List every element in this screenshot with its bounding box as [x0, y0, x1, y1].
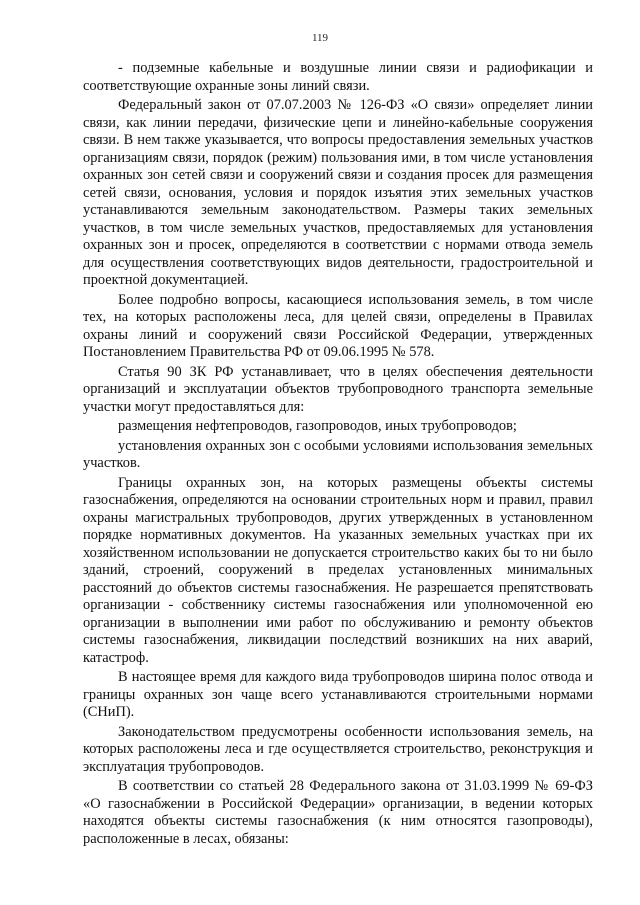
- paragraph-9: Законодательством предусмотрены особенности использования земель, на которых расположены леса и где осуществляется строительство, реконструкция и эксплуатация трубопроводов.: [83, 723, 593, 775]
- page-number: 119: [311, 32, 329, 44]
- body-text: [83, 60, 593, 850]
- paragraph-2: Федеральный закон от 07.07.2003 № 126-ФЗ «О связи» определяет линии связи, как линии передачи, физические цепи и линейно-кабельные сооружения связи. В нем также указывается, что вопросы предоставления земельных участков организациям связи, порядок (режим) пользования ими, в том числе установления охранных зон сетей связи и сооружений связи и создания просек для размещения сетей связи, основания, условия и порядок изъятия этих земельных участков устанавливаются земельным законодательством. Размеры таких земельных участков, в том числе земельных участков, предоставляемых для установления охранных зон и просек, определяются в соответствии с нормами отвода земель для осуществления соответствующих видов деятельности, градостроительной и проектной документацией.: [83, 97, 593, 288]
- paragraph-4: Статья 90 ЗК РФ устанавливает, что в целях обеспечения деятельности организаций и эксплуатации объектов трубопроводного транспорта земельные участки могут предоставляться для:: [83, 363, 593, 415]
- paragraph-6: установления охранных зон с особыми условиями использования земельных участков.: [83, 437, 593, 471]
- paragraph-8: В настоящее время для каждого вида трубопроводов ширина полос отвода и границы охранных зон чаще всего устанавливаются строительными нормами (СНиП).: [83, 669, 593, 720]
- paragraph-1: - подземные кабельные и воздушные линии связи и радиофикации и соответствующие охранные зоны линий связи.: [83, 60, 593, 94]
- paragraph-10: В соответствии со статьей 28 Федерального закона от 31.03.1999 № 69-ФЗ «О газоснабжении в Российской Федерации» организации, в ведении которых находятся объекты системы газоснабжения (к ним относятся газопроводы), расположенные в лесах, обязаны:: [83, 778, 593, 847]
- paragraph-7: Границы охранных зон, на которых размещены объекты системы газоснабжения, определяются на основании строительных норм и правил, правил охраны магистральных трубопроводов, других утвержденных в установленном порядке нормативных документов. На указанных земельных участках при их хозяйственном использовании не допускается строительство каких бы то ни было зданий, строений, сооружений в пределах установленных минимальных расстояний до объектов системы газоснабжения. Не разрешается препятствовать организации - собственнику системы газоснабжения или уполномоченной ею организации в выполнении ими работ по обслуживанию и ремонту объектов системы газоснабжения, ликвидации последствий возникших на них аварий, катастроф.: [83, 474, 593, 666]
- paragraph-3: Более подробно вопросы, касающиеся использования земель, в том числе тех, на которых расположены леса, для целей связи, определены в Правилах охраны линий и сооружений связи Российской Федерации, утвержденных Постановлением Правительства РФ от 09.06.1995 № 578.: [83, 291, 593, 360]
- paragraph-5: размещения нефтепроводов, газопроводов, иных трубопроводов;: [118, 418, 517, 434]
